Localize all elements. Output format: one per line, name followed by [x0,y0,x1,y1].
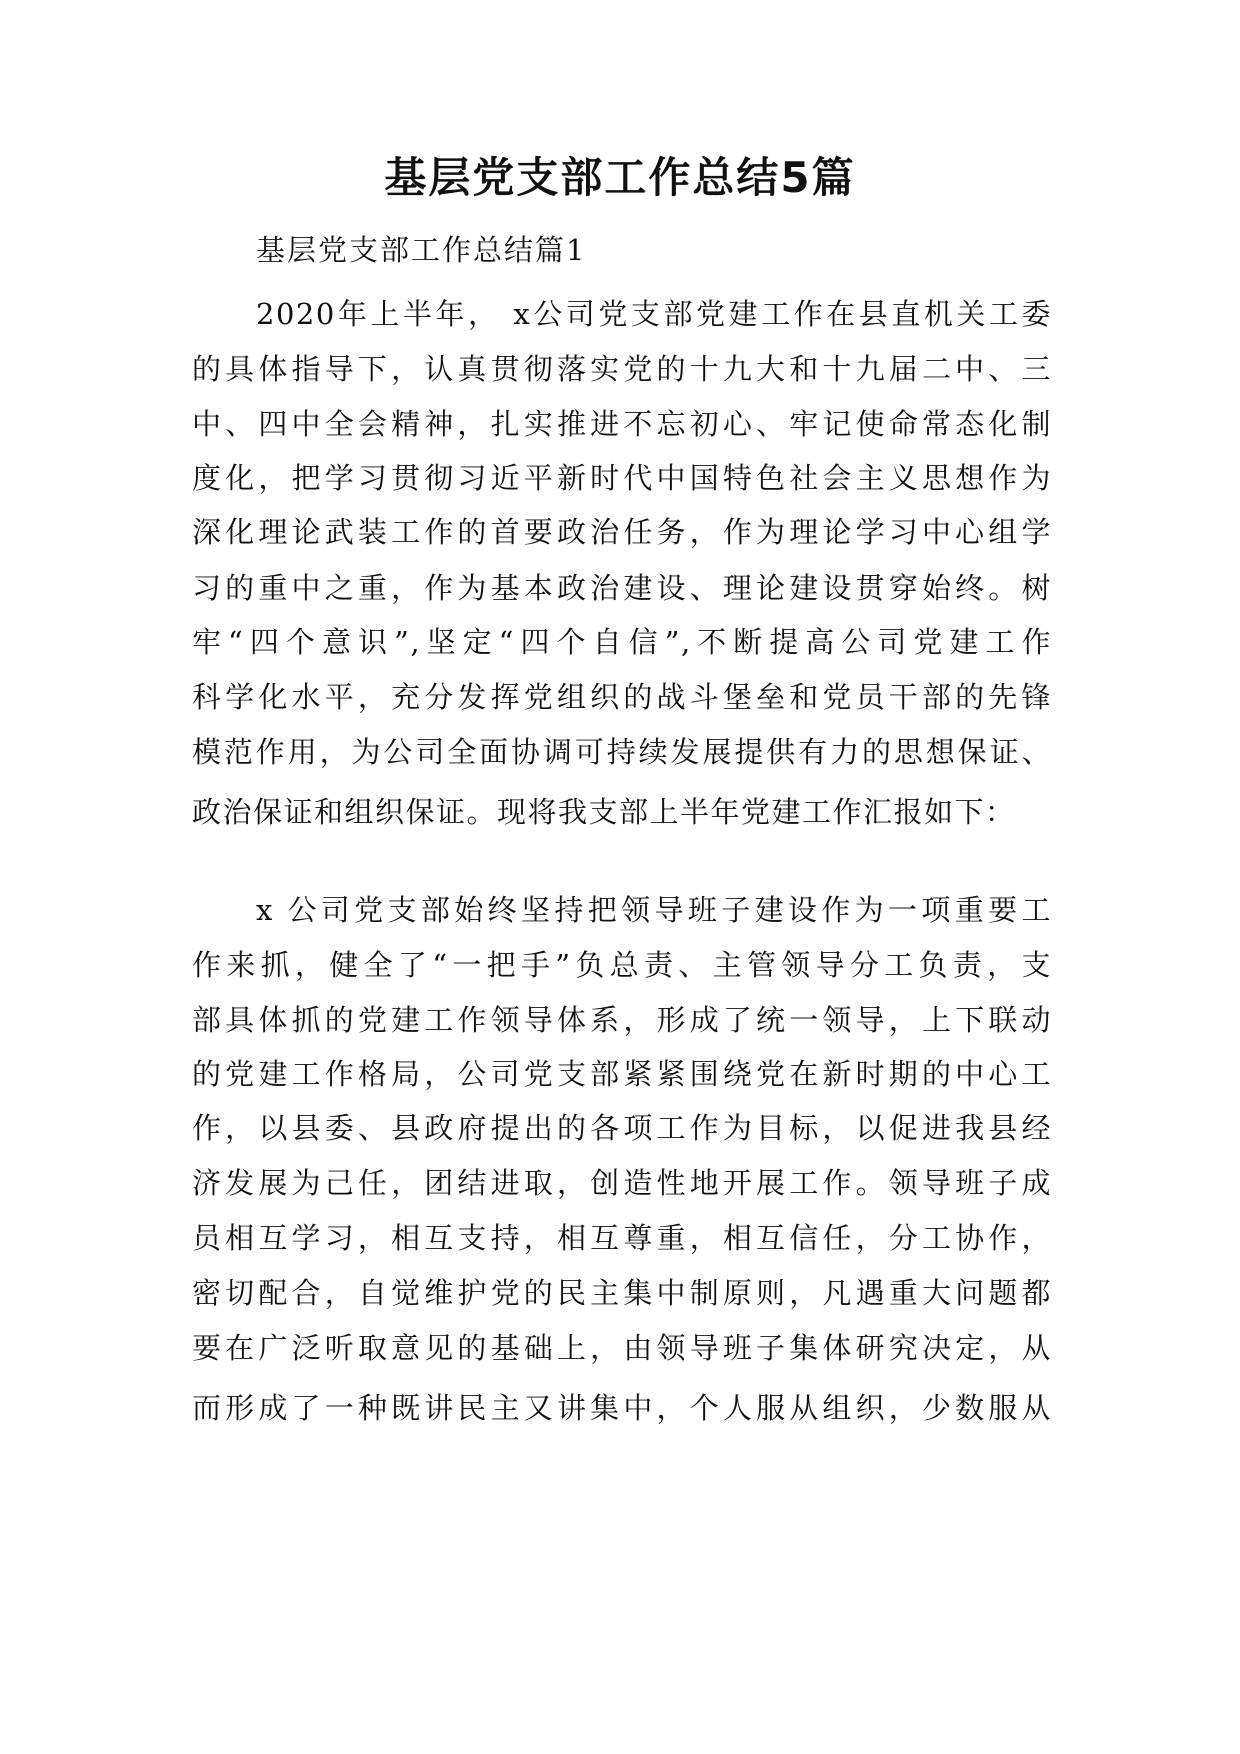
paragraph-2-line: 作，以县委、县政府提出的各项工作为目标，以促进我县经 [192,1111,1052,1145]
paragraph-1-line: 牢“四个意识”,坚定“四个自信”,不断提高公司党建工作 [192,625,1052,659]
section-heading: 基层党支部工作总结篇1 [256,233,587,267]
paragraph-1-line: 的具体指导下，认真贯彻落实党的十九大和十九届二中、三 [192,352,1052,386]
paragraph-1-line: 科学化水平，充分发挥党组织的战斗堡垒和党员干部的先锋 [192,680,1052,714]
paragraph-1-line: 政治保证和组织保证。现将我支部上半年党建工作汇报如下： [192,795,1016,829]
document-title: 基层党支部工作总结5篇 [384,153,856,202]
paragraph-1-line: 习的重中之重，作为基本政治建设、理论建设贯穿始终。树 [192,571,1052,605]
paragraph-1-line: 深化理论武装工作的首要政治任务，作为理论学习中心组学 [192,515,1052,549]
paragraph-1-line: 中、四中全会精神，扎实推进不忘初心、牢记使命常态化制 [192,407,1052,441]
paragraph-2-line: 作来抓，健全了“一把手”负总责、主管领导分工负责，支 [192,948,1052,982]
paragraph-1-line: 2020年上半年， x公司党支部党建工作在县直机关工委 [256,297,1052,331]
paragraph-2-line: 要在广泛听取意见的基础上，由领导班子集体研究决定，从 [192,1331,1052,1365]
paragraph-2-line: 员相互学习，相互支持，相互尊重，相互信任，分工协作， [192,1221,1052,1255]
paragraph-2-line: 济发展为己任，团结进取，创造性地开展工作。领导班子成 [192,1166,1052,1200]
paragraph-1-line: 模范作用，为公司全面协调可持续发展提供有力的思想保证、 [192,735,1052,769]
paragraph-2-line: x 公司党支部始终坚持把领导班子建设作为一项重要工 [256,893,1052,927]
paragraph-2-line: 部具体抓的党建工作领导体系，形成了统一领导，上下联动 [192,1003,1052,1037]
paragraph-2-line: 密切配合，自觉维护党的民主集中制原则，凡遇重大问题都 [192,1276,1052,1310]
paragraph-1-line: 度化，把学习贯彻习近平新时代中国特色社会主义思想作为 [192,461,1052,495]
paragraph-2-line: 而形成了一种既讲民主又讲集中，个人服从组织，少数服从 [192,1391,1052,1425]
paragraph-2-line: 的党建工作格局，公司党支部紧紧围绕党在新时期的中心工 [192,1057,1052,1091]
